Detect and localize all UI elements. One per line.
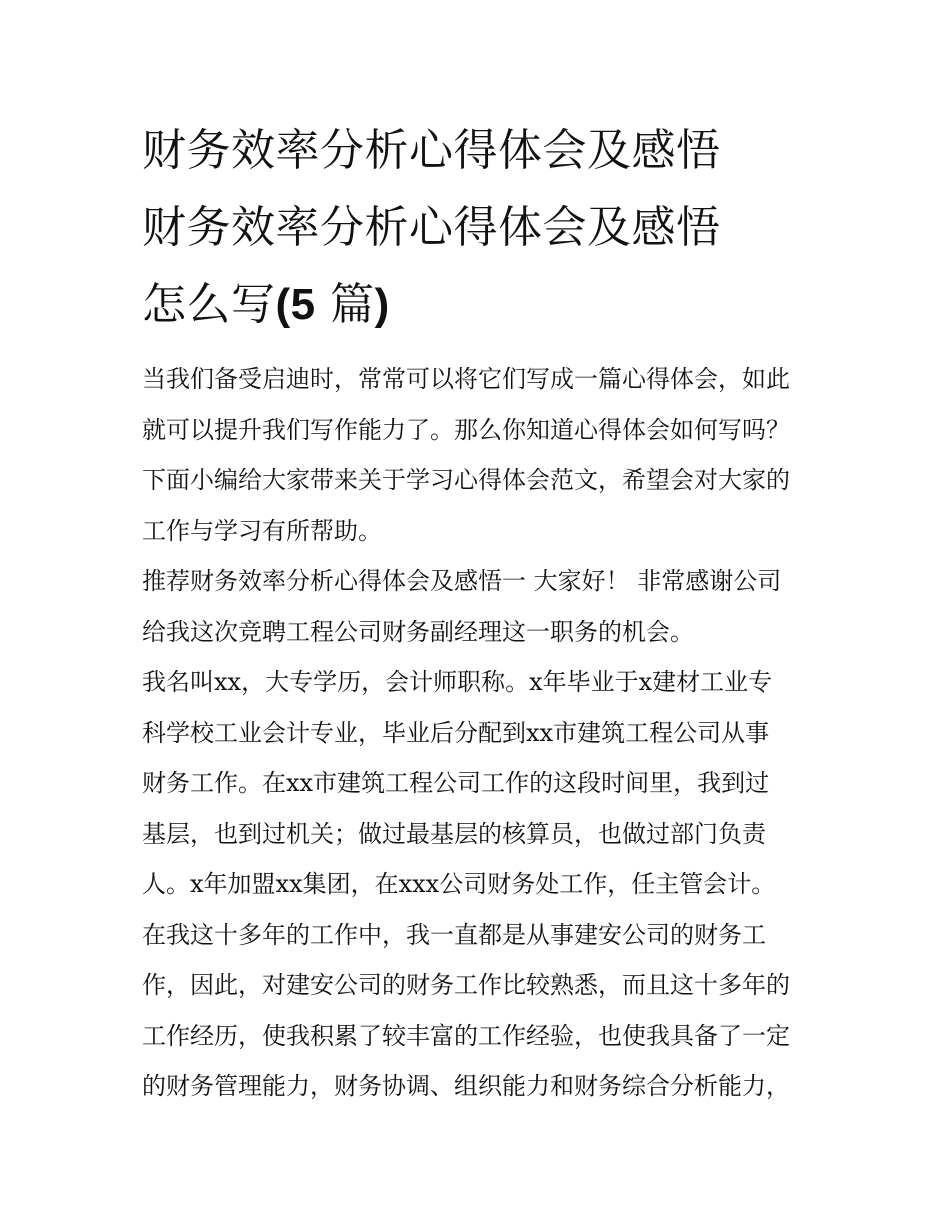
- title-line-2: 财务效率分析心得体会及感悟: [142, 202, 721, 253]
- paragraph-line: 就可以提升我们写作能力了。那么你知道心得体会如何写吗？: [142, 415, 790, 444]
- document-title: [142, 112, 814, 343]
- title-count-open: (5: [275, 280, 316, 329]
- paragraph-line: 工作经历，使我积累了较丰富的工作经验，也使我具备了一定: [142, 1021, 790, 1050]
- paragraph-line: 在我这十多年的工作中，我一直都是从事建安公司的财务工: [142, 920, 766, 949]
- paragraph-line: 给我这次竞聘工程公司财务副经理这一职务的机会。: [142, 617, 694, 646]
- paragraph-line: 下面小编给大家带来关于学习心得体会范文，希望会对大家的: [142, 466, 790, 494]
- paragraph-line: 人。x年加盟xx集团，在xxx公司财务处工作，任主管会计。: [142, 870, 776, 898]
- paragraph-recommend: [142, 556, 814, 657]
- paragraph-self-intro: [142, 657, 814, 1112]
- paragraph-line: 当我们备受启迪时，常常可以将它们写成一篇心得体会，如此: [142, 365, 790, 393]
- title-count-close: ): [374, 280, 390, 329]
- document-body: [142, 112, 814, 1112]
- paragraph-intro: [142, 354, 814, 556]
- title-count-unit: 篇: [330, 279, 375, 330]
- title-line-1: 财务效率分析心得体会及感悟: [142, 125, 721, 176]
- title-line-3: [142, 266, 814, 343]
- paragraph-line: 基层，也到过机关；做过最基层的核算员，也做过部门负责: [142, 819, 766, 848]
- paragraph-line: 推荐财务效率分析心得体会及感悟一 大家好！ 非常感谢公司: [142, 567, 782, 595]
- paragraph-line: 财务工作。在xx市建筑工程公司工作的这段时间里，我到过: [142, 769, 770, 797]
- title-line-3-text: 怎么写: [142, 279, 276, 330]
- paragraph-line: 工作与学习有所帮助。: [142, 516, 382, 545]
- paragraph-line: 作，因此，对建安公司的财务工作比较熟悉，而且这十多年的: [142, 971, 790, 999]
- paragraph-line: 的财务管理能力，财务协调、组织能力和财务综合分析能力，: [142, 1072, 790, 1100]
- paragraph-line: 我名叫xx，大专学历，会计师职称。x年毕业于x建材工业专: [142, 668, 773, 696]
- paragraph-line: 科学校工业会计专业，毕业后分配到xx市建筑工程公司从事: [142, 718, 770, 747]
